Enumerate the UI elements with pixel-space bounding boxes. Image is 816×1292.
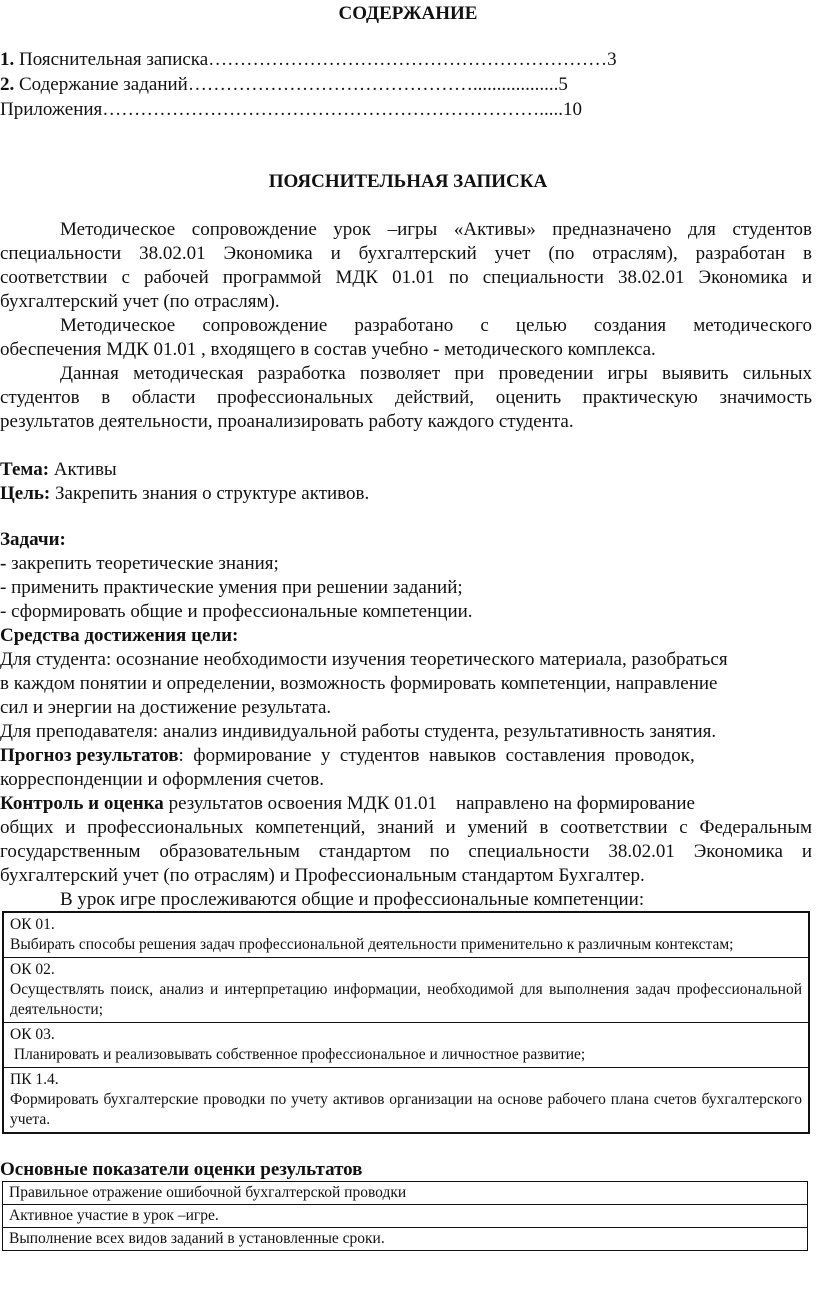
competency-code: ПК 1.4. <box>10 1071 59 1088</box>
section-title: ПОЯСНИТЕЛЬНАЯ ЗАПИСКА <box>268 171 548 192</box>
paragraph-line: специальности 38.02.01 Экономика и бухгалтерский учет (по отраслям), разработан в <box>0 243 812 264</box>
competency-row <box>4 1068 808 1132</box>
indicator-row: Выполнение всех видов заданий в установленные сроки. <box>9 1230 385 1247</box>
task-item: - закрепить теоретические знания; <box>0 553 279 574</box>
competency-desc: Формировать бухгалтерские проводки по учету активов организации на основе рабочего плана счетов бухгалтерского учета. <box>10 1091 802 1128</box>
indicator-row: Активное участие в урок –игре. <box>3 1205 807 1228</box>
means-line: Для студента: осознание необходимости изучения теоретического материала, разобраться <box>0 649 728 670</box>
competency-code: ОК 03. <box>10 1026 55 1043</box>
means-line: Для преподавателя: анализ индивидуальной работы студента, результативность занятия. <box>0 721 717 742</box>
paragraph-line: результатов деятельности, проанализировать работу каждого студента. <box>0 411 574 432</box>
paragraph-line: Методическое сопровождение урок –игры «Активы» предназначено для студентов <box>60 219 812 240</box>
means-heading: Средства достижения цели: <box>0 625 239 646</box>
control-line: общих и профессиональных компетенций, знаний и умений в соответствии с Федеральным <box>0 817 812 838</box>
control-intro: В урок игре прослеживаются общие и профессиональные компетенции: <box>60 889 645 910</box>
indicators-table <box>2 1181 808 1251</box>
competency-desc: Выбирать способы решения задач профессиональной деятельности применительно к различным контекстам; <box>10 936 734 953</box>
competency-row <box>4 958 808 1023</box>
means-line: в каждом понятии и определении, возможность формировать компетенции, направление <box>0 673 718 694</box>
competency-code: ОК 01. <box>10 916 55 933</box>
toc-item: Приложения…………………………………………………………….....10 <box>0 99 583 120</box>
task-item: - сформировать общие и профессиональные компетенции. <box>0 601 473 622</box>
toc-item: 2. Содержание заданий………………………………………..................5 <box>0 74 568 95</box>
toc-item: 1. Пояснительная записка………………………………………………………3 <box>0 49 617 70</box>
forecast-line: Прогноз результатов: формирование у студентов навыков составления проводок, <box>0 745 695 766</box>
paragraph-line: бухгалтерский учет (по отраслям). <box>0 291 280 312</box>
paragraph-line: обеспечения МДК 01.01 , входящего в состав учебно - методического комплекса. <box>0 339 656 360</box>
topic-line: Тема: Активы <box>0 459 117 480</box>
competency-row <box>4 913 808 958</box>
competency-code: ОК 02. <box>10 961 55 978</box>
paragraph-line: Методическое сопровождение разработано с целью создания методического <box>60 315 812 336</box>
control-line: бухгалтерский учет (по отраслям) и Профессиональным стандартом Бухгалтер. <box>0 865 645 886</box>
toc-title: СОДЕРЖАНИЕ <box>338 3 478 24</box>
forecast-line: корреспонденции и оформления счетов. <box>0 769 324 790</box>
competencies-table <box>2 911 810 1134</box>
indicator-row: Правильное отражение ошибочной бухгалтерской проводки <box>3 1182 807 1205</box>
control-line: государственным образовательным стандартом по специальности 38.02.01 Экономика и <box>0 841 812 862</box>
paragraph-line: соответствии с рабочей программой МДК 01.01 по специальности 38.02.01 Экономика и <box>0 267 812 288</box>
tasks-heading: Задачи: <box>0 529 66 550</box>
means-line: сил и энергии на достижение результата. <box>0 697 332 718</box>
competency-row <box>4 1023 808 1068</box>
control-line: Контроль и оценка результатов освоения МДК 01.01 направлено на формирование <box>0 793 695 814</box>
task-item: - применить практические умения при решении заданий; <box>0 577 463 598</box>
paragraph-line: Данная методическая разработка позволяет при проведении игры выявить сильных <box>60 363 812 384</box>
competency-desc: Планировать и реализовывать собственное профессиональное и личностное развитие; <box>10 1046 586 1063</box>
goal-line: Цель: Закрепить знания о структуре активов. <box>0 483 370 504</box>
paragraph-line: студентов в области профессиональных действий, оценить практическую значимость <box>0 387 812 408</box>
indicators-heading: Основные показатели оценки результатов <box>0 1159 363 1180</box>
competency-desc: Осуществлять поиск, анализ и интерпретацию информации, необходимой для выполнения задач профессиональной деятельности; <box>10 981 802 1018</box>
